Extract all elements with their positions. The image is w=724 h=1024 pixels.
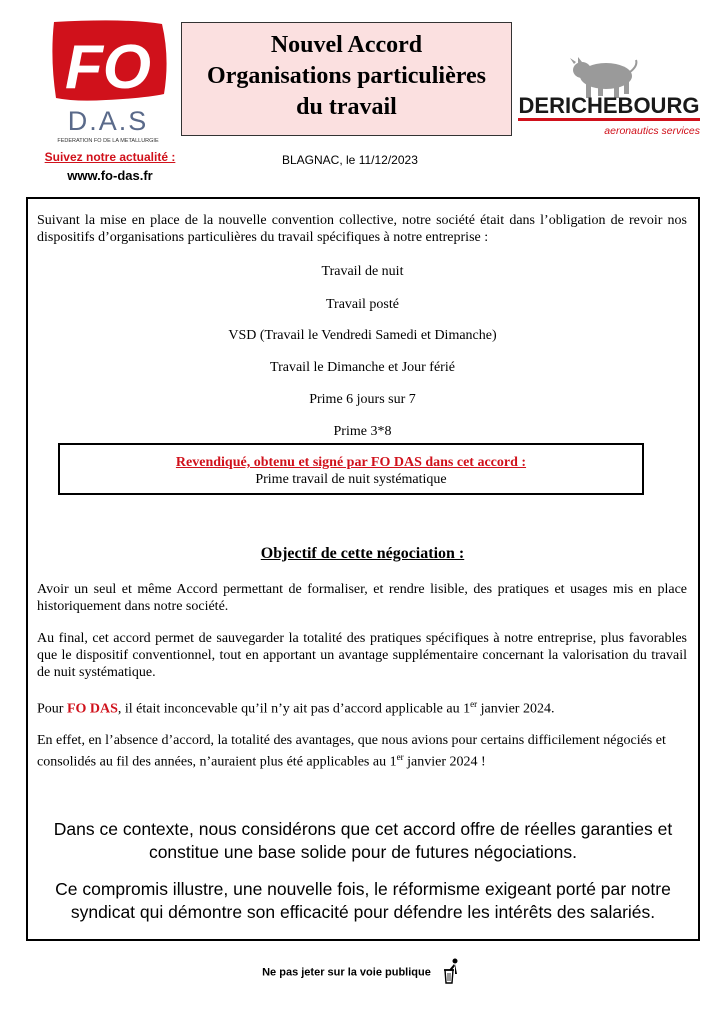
svg-text:DERICHEBOURG: DERICHEBOURG xyxy=(518,93,700,118)
title-line-3: du travail xyxy=(296,94,397,120)
paragraph-4: En effet, en l’absence d’accord, la totalité des avantages, que nous avions pour certains difficilement négociés et consolidés au fil des années, n’auraient plus été applicables au 1er janvier 2024 ! xyxy=(37,733,666,770)
list-item: Travail posté xyxy=(326,297,399,312)
footer-text: Ne pas jeter sur la voie publique xyxy=(262,966,431,979)
list-item: Prime 3*8 xyxy=(333,424,392,439)
footer xyxy=(0,958,724,987)
follow-label: Suivez notre actualité : xyxy=(44,150,176,164)
svg-text:aeronautics services: aeronautics services xyxy=(604,125,700,137)
conclusion-1: Dans ce contexte, nous considérons que cet accord offre de réelles garanties et constitue une base solide pour de futures négociations. xyxy=(53,819,673,862)
paragraph-2: Au final, cet accord permet de sauvegarder la totalité des pratiques spécifiques à notre entreprise, plus favorables que le dispositif conventionnel, tout en apportant un avantage supplémentaire concernant la valorisation du travail de nuit systématique. xyxy=(37,631,687,680)
paragraph-1: Avoir un seul et même Accord permettant de formaliser, et rendre lisible, des pratiques et usages mis en place historiquement dans notre société. xyxy=(37,582,687,614)
intro-paragraph: Suivant la mise en place de la nouvelle convention collective, notre société était dans l’obligation de revoir nos dispositifs d’organisations particulières du travail spécifiques à notre entreprise : xyxy=(37,213,687,245)
main-content-frame xyxy=(26,197,700,941)
trash-bin-icon xyxy=(440,958,462,987)
svg-text:D.A.S: D.A.S xyxy=(67,106,149,136)
claim-box xyxy=(58,443,644,495)
document-title xyxy=(181,22,512,136)
claim-text: Prime travail de nuit systématique xyxy=(255,472,447,487)
fo-das-logo xyxy=(46,18,172,146)
svg-text:FO: FO xyxy=(64,33,152,102)
list-item: VSD (Travail le Vendredi Samedi et Dimanche) xyxy=(228,328,497,343)
follow-block xyxy=(30,150,190,183)
objective-heading: Objectif de cette négociation : xyxy=(260,545,465,562)
fo-das-highlight: FO DAS xyxy=(66,701,118,717)
list-item: Travail de nuit xyxy=(321,264,404,279)
svg-text:FEDERATION FO DE LA METALLURGI: FEDERATION FO DE LA METALLURGIE xyxy=(57,138,159,144)
list-item: Prime 6 jours sur 7 xyxy=(309,392,416,407)
title-line-1: Nouvel Accord xyxy=(270,32,423,58)
website-link[interactable]: www.fo-das.fr xyxy=(67,168,153,183)
paragraph-3: Pour FO DAS, il était inconcevable qu’il n’y ait pas d’accord applicable au 1er janvier 2024. xyxy=(37,699,555,717)
conclusion-2: Ce compromis illustre, une nouvelle fois, le réformisme exigeant porté par notre syndicat qui démontre son efficacité pour défendre les intérêts des salariés. xyxy=(55,879,671,922)
list-item: Travail le Dimanche et Jour férié xyxy=(270,360,455,375)
derichebourg-logo xyxy=(514,56,704,140)
city-date: BLAGNAC, le 11/12/2023 xyxy=(282,153,418,167)
title-line-2: Organisations particulières xyxy=(207,63,486,89)
claim-title: Revendiqué, obtenu et signé par FO DAS dans cet accord : xyxy=(175,455,527,470)
